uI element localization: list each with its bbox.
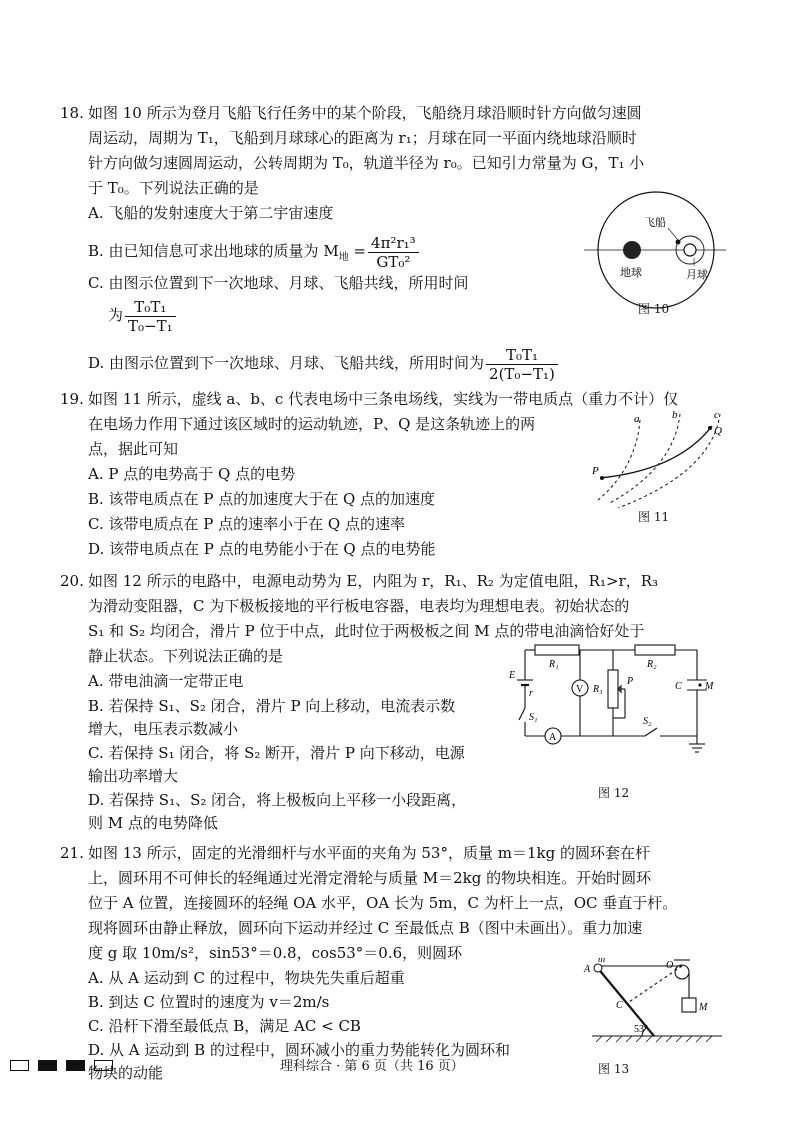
fig12-S1: S₁	[529, 712, 538, 723]
fig10-caption: 图 10	[638, 302, 670, 316]
q21-number: 21.	[60, 844, 84, 862]
q18-stem-line: 于 T₀。下列说法正确的是	[88, 179, 259, 197]
q21-option-c: C. 沿杆下滑至最低点 B，满足 AC < CB	[88, 1017, 361, 1035]
q18-option-d-text: D. 由图示位置到下一次地球、月球、飞船共线，所用时间为	[88, 354, 485, 372]
fig13-M: M	[699, 1002, 708, 1013]
q18-option-b-sub: 地	[338, 252, 349, 263]
figure-12	[505, 640, 715, 760]
field-line-c	[618, 414, 720, 508]
fig11-a: a	[634, 413, 640, 425]
q21-stem-line: 上，圆环用不可伸长的轻绳通过光滑定滑轮与质量 M＝2kg 的物块相连。开始时圆环	[88, 869, 652, 887]
q20-stem-line: 为滑动变阻器，C 为下极板接地的平行板电容器，电表均为理想电表。初始状态的	[88, 597, 630, 615]
q20-stem-line: 静止状态。下列说法正确的是	[88, 647, 284, 665]
footer-mark-hollow	[10, 1060, 29, 1071]
q19-stem-line: 如图 11 所示，虚线 a、b、c 代表电场中三条电场线，实线为一带电质点（重力不计）仅	[88, 390, 679, 408]
q18-option-b-denominator: GT₀²	[376, 252, 411, 271]
q20-option-b: B. 若保持 S₁、S₂ 闭合，滑片 P 向上移动，电流表示数	[88, 697, 456, 715]
q18-option-b: B. 由已知信息可求出地球的质量为 $M_地$ = $\frac{\text{4π²r₁³}}{\text{GT₀²}}$	[88, 232, 421, 277]
q21-option-b: B. 到达 C 位置时的速度为 v＝2m/s	[88, 993, 330, 1011]
resistor-R2	[635, 645, 675, 655]
q21-option-d: D. 从 A 运动到 B 的过程中，圆环减小的重力势能转化为圆环和	[88, 1041, 510, 1059]
fig12-C: C	[675, 681, 682, 692]
footer-mark-hollow	[94, 1060, 113, 1071]
q18-stem-line: 针方向做匀速圆周运动，公转周期为 T₀，轨道半径为 r₀。已知引力常量为 G，T₁ 小	[88, 154, 645, 172]
field-line-b	[608, 414, 680, 504]
q20-number: 20.	[60, 572, 84, 590]
block-M	[682, 998, 696, 1012]
fig13-caption: 图 13	[598, 1062, 630, 1076]
q19-stem-line: 在电场力作用下通过该区域时的运动轨迹，P、Q 是这条轨迹上的两	[88, 415, 536, 433]
fig12-R3: R₃	[593, 684, 603, 695]
q18-option-d-numerator: T₀T₁	[486, 346, 558, 365]
q18-stem-line: 如图 10 所示为登月飞船飞行任务中的某个阶段，飞船绕月球沿顺时针方向做匀速圆	[88, 104, 642, 122]
footer-mark-filled	[38, 1060, 57, 1071]
fig10-moon-label: 月球	[686, 269, 708, 281]
q20-option-d: D. 若保持 S₁、S₂ 闭合，将上极板向上平移一小段距离，	[88, 791, 467, 809]
moon-dot	[684, 244, 696, 256]
q21-stem-line: 现将圆环由静止释放，圆环向下运动并经过 C 至最低点 B（图中未画出）。重力加速	[88, 919, 643, 937]
q19-option-a: A. P 点的电势高于 Q 点的电势	[88, 465, 296, 483]
fig13-C: C	[616, 1000, 623, 1011]
fig13-m: m	[598, 958, 606, 965]
q18-option-b-text: B. 由已知信息可求出地球的质量为 M	[88, 242, 339, 260]
q20-option-c: C. 若保持 S₁ 闭合，将 S₂ 断开，滑片 P 向下移动，电源	[88, 744, 465, 762]
q18-option-c-denominator: T₀−T₁	[128, 316, 173, 335]
q18-option-d-denominator: 2(T₀−T₁)	[489, 364, 555, 383]
q20-option-c-cont: 输出功率增大	[88, 767, 179, 785]
fig12-E: E	[509, 670, 516, 681]
footer-page-number: 理科综合 · 第 6 页（共 16 页）	[280, 1059, 464, 1074]
q19-option-d: D. 该带电质点在 P 点的电势能小于在 Q 点的电势能	[88, 540, 436, 558]
fig12-S2: S₂	[643, 716, 652, 727]
ring	[594, 964, 602, 972]
q21-stem-line: 度 g 取 10m/s²，sin53°＝0.8，cos53°＝0.6，则圆环	[88, 944, 463, 962]
q18-stem-line: 周运动，周期为 T₁，飞船到月球球心的距离为 r₁；月球在同一平面内绕地球沿顺时	[88, 129, 637, 147]
q18-option-a: A. 飞船的发射速度大于第二宇宙速度	[88, 204, 334, 222]
ship-dot	[676, 240, 681, 245]
fig12-P: P	[627, 676, 634, 687]
fig12-R2: R₂	[647, 659, 657, 670]
q21-option-a: A. 从 A 运动到 C 的过程中，物块先失重后超重	[88, 969, 405, 987]
fig11-c: c	[714, 409, 719, 421]
figure-11	[588, 408, 728, 508]
q18-number: 18.	[60, 104, 84, 122]
q18-option-c-cont	[108, 296, 178, 335]
q19-stem-line: 点，据此可知	[88, 440, 179, 458]
fig13-A: A	[584, 964, 591, 975]
fig12-M: M	[705, 681, 714, 692]
q21-stem-line: 位于 A 位置，连接圆环的轻绳 OA 水平，OA 长为 5m，C 为杆上一点，OC 垂直于杆。	[88, 894, 678, 912]
fig10-ship-label: 飞船	[644, 217, 666, 229]
q19-number: 19.	[60, 390, 84, 408]
field-line-a	[598, 420, 640, 500]
fig12-V: V	[576, 684, 584, 695]
q20-stem-line: S₁ 和 S₂ 均闭合，滑片 P 位于中点，此时位于两极板之间 M 点的带电油滴恰好处于	[88, 622, 645, 640]
q18-option-b-numerator: 4π²r₁³	[368, 234, 419, 253]
fig13-O: O	[666, 960, 674, 971]
q20-option-d-cont: 则 M 点的电势降低	[88, 814, 218, 832]
fig12-A: A	[549, 732, 557, 743]
q18-option-d	[88, 344, 560, 383]
line-OC	[626, 966, 682, 1004]
fig12-r: r	[529, 688, 533, 699]
q18-option-c-numerator: T₀T₁	[125, 298, 176, 317]
fig11-b: b	[672, 409, 678, 421]
q20-option-a: A. 带电油滴一定带正电	[88, 672, 244, 690]
fig12-caption: 图 12	[598, 786, 630, 800]
q19-option-b: B. 该带电质点在 P 点的加速度大于在 Q 点的加速度	[88, 490, 436, 508]
q21-stem-line: 如图 13 所示，固定的光滑细杆与水平面的夹角为 53°，质量 m＝1kg 的圆环套在杆	[88, 844, 650, 862]
figure-13	[582, 958, 732, 1058]
q20-stem-line: 如图 12 所示的电路中，电源电动势为 E，内阻为 r，R₁、R₂ 为定值电阻，R₁>r，R₃	[88, 572, 659, 590]
q21-option-d-cont: 物块的动能	[88, 1064, 164, 1082]
footer-mark-filled	[66, 1060, 85, 1071]
resistor-R1	[535, 645, 579, 655]
fig11-caption: 图 11	[638, 510, 670, 524]
trajectory	[600, 426, 712, 478]
fig13-angle: 53°	[634, 1024, 648, 1035]
earth-dot	[623, 241, 641, 259]
fig11-P: P	[592, 465, 599, 477]
pulley	[675, 965, 689, 979]
fig12-R1: R₁	[549, 659, 559, 670]
resistor-R3	[608, 670, 618, 708]
fig10-earth-label: 地球	[620, 267, 642, 279]
q18-option-c: C. 由图示位置到下一次地球、月球、飞船共线，所用时间	[88, 274, 469, 292]
q18-option-c-pre: 为	[108, 306, 124, 324]
q20-option-b-cont: 增大，电压表示数减小	[88, 720, 239, 738]
q19-option-c: C. 该带电质点在 P 点的速率小于在 Q 点的速率	[88, 515, 405, 533]
fig11-Q: Q	[714, 425, 722, 437]
